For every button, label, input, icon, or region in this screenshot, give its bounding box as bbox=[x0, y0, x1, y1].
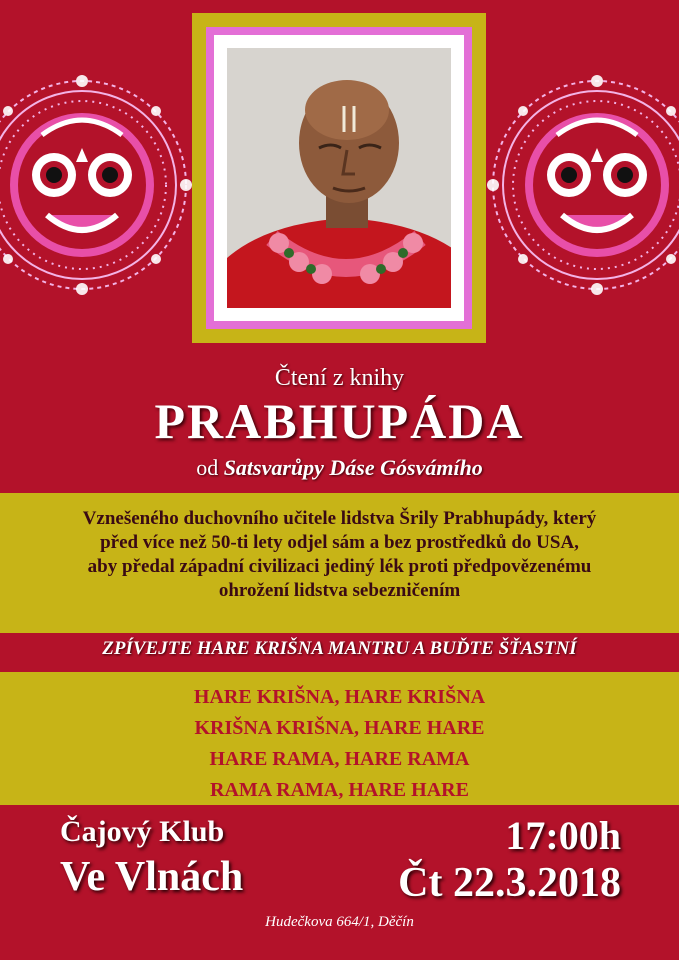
description-line: Vznešeného duchovního učitele lidstva Šrily Prabhupády, který bbox=[82, 508, 597, 529]
photo-frame-border bbox=[206, 27, 472, 329]
mantra bbox=[0, 682, 679, 806]
mantra-line: RAMA RAMA, HARE HARE bbox=[210, 779, 469, 801]
event-when bbox=[398, 812, 621, 907]
portrait-illustration bbox=[227, 48, 451, 308]
page-title: PRABHUPÁDA bbox=[154, 393, 525, 449]
venue-line-1: Čajový Klub bbox=[60, 815, 225, 848]
description-line: ohrožení lidstva sebezničením bbox=[218, 580, 461, 601]
event-date: Čt 22.3.2018 bbox=[398, 860, 621, 906]
slogan: ZPÍVEJTE HARE KRIŠNA MANTRU A BUĎTE ŠŤASTNÍ bbox=[102, 638, 577, 659]
portrait-photo bbox=[227, 48, 451, 308]
venue bbox=[60, 815, 243, 901]
mantra-line: HARE KRIŠNA, HARE KRIŠNA bbox=[193, 686, 486, 708]
mantra-line: HARE RAMA, HARE RAMA bbox=[209, 748, 470, 770]
description bbox=[0, 507, 679, 603]
jagannath-mandala-icon bbox=[487, 50, 679, 320]
photo-frame-inner bbox=[214, 35, 464, 321]
address: Hudečkova 664/1, Děčín bbox=[265, 914, 414, 930]
author-line bbox=[0, 455, 679, 481]
jagannath-mandala-icon bbox=[0, 50, 192, 320]
author-name: Satsvarůpy Dáse Gósvámího bbox=[223, 455, 483, 480]
venue-line-2: Ve Vlnách bbox=[60, 854, 244, 900]
subtitle: Čtení z knihy bbox=[274, 365, 405, 391]
description-line: před více než 50-ti lety odjel sám a bez prostředků do USA, bbox=[100, 532, 579, 553]
description-line: aby předal západní civilizaci jediný lék proti předpovězenému bbox=[87, 556, 592, 577]
mantra-line: KRIŠNA KRIŠNA, HARE HARE bbox=[194, 717, 485, 739]
photo-frame bbox=[192, 13, 486, 343]
event-time: 17:00h bbox=[505, 813, 621, 858]
author-prefix: od bbox=[196, 455, 219, 480]
